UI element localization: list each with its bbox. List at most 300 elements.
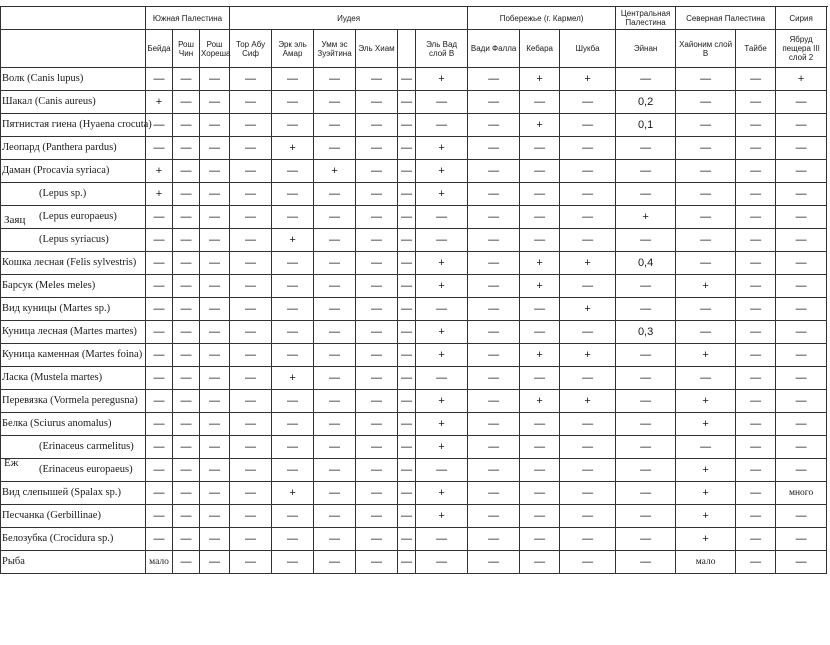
cell-value: — — [736, 183, 776, 206]
cell-value: — — [468, 114, 520, 137]
cell-value: — — [356, 528, 398, 551]
cell-value: — — [146, 436, 173, 459]
cell-value: — — [200, 206, 230, 229]
cell-value: — — [230, 367, 272, 390]
table-row — [1, 413, 827, 436]
cell-value: — — [776, 275, 827, 298]
cell-value: — — [230, 459, 272, 482]
cell-value: много — [776, 482, 827, 505]
cell-value: — — [616, 482, 676, 505]
cell-value: — — [173, 229, 200, 252]
cell-value: — — [272, 505, 314, 528]
cell-value: — — [398, 137, 416, 160]
animal-name: Песчанка (Gerbillinae) — [1, 505, 146, 528]
cell-value: — — [676, 436, 736, 459]
cell-value: — — [314, 528, 356, 551]
cell-value: мало — [676, 551, 736, 574]
cell-value: — — [560, 482, 616, 505]
cell-value: — — [468, 528, 520, 551]
cell-value: — — [200, 229, 230, 252]
cell-value: + — [560, 68, 616, 91]
table-row — [1, 459, 827, 482]
cell-value: — — [200, 390, 230, 413]
cell-value: — — [200, 298, 230, 321]
animal-name: Ласка (Mustela martes) — [1, 367, 146, 390]
cell-value: — — [356, 344, 398, 367]
cell-value: — — [146, 298, 173, 321]
cell-value: — — [736, 367, 776, 390]
cell-value: + — [416, 344, 468, 367]
cell-value: — — [230, 160, 272, 183]
cell-value: — — [230, 275, 272, 298]
cell-value: — — [520, 436, 560, 459]
cell-value: — — [616, 344, 676, 367]
cell-value: — — [776, 344, 827, 367]
cell-value: — — [230, 183, 272, 206]
cell-value: — — [398, 505, 416, 528]
cell-value: — — [676, 229, 736, 252]
cell-value: — — [173, 298, 200, 321]
site-header: Рош Хореша — [200, 30, 230, 68]
animal-name: (Lepus europaeus) — [1, 206, 146, 229]
cell-value: — — [616, 183, 676, 206]
cell-value: — — [776, 298, 827, 321]
cell-value: — — [520, 160, 560, 183]
cell-value: — — [356, 91, 398, 114]
cell-value: + — [676, 413, 736, 436]
fauna-distribution-table — [0, 6, 827, 574]
cell-value: — — [560, 137, 616, 160]
cell-value: — — [146, 344, 173, 367]
cell-value: — — [776, 114, 827, 137]
cell-value: — — [560, 436, 616, 459]
table-row — [1, 252, 827, 275]
cell-value: + — [676, 482, 736, 505]
cell-value: — — [416, 114, 468, 137]
cell-value: 0,4 — [616, 252, 676, 275]
table-row — [1, 183, 827, 206]
corner-cell-2 — [1, 30, 146, 68]
cell-value: — — [146, 114, 173, 137]
table-row — [1, 137, 827, 160]
cell-value: — — [416, 551, 468, 574]
cell-value: — — [736, 390, 776, 413]
cell-value: — — [173, 91, 200, 114]
cell-value: — — [676, 68, 736, 91]
cell-value: — — [736, 436, 776, 459]
cell-value: — — [173, 528, 200, 551]
cell-value: — — [230, 482, 272, 505]
cell-value: — — [314, 137, 356, 160]
cell-value: — — [616, 68, 676, 91]
cell-value: — — [314, 413, 356, 436]
cell-value: — — [200, 114, 230, 137]
cell-value: — — [272, 114, 314, 137]
cell-value: — — [272, 344, 314, 367]
animal-name: Белка (Sciurus anomalus) — [1, 413, 146, 436]
cell-value: — — [272, 459, 314, 482]
cell-value: — — [398, 298, 416, 321]
site-header: Эль Вад слой В — [416, 30, 468, 68]
cell-value: — — [398, 68, 416, 91]
cell-value: + — [520, 68, 560, 91]
cell-value: — — [356, 321, 398, 344]
cell-value: — — [676, 367, 736, 390]
cell-value: — — [173, 252, 200, 275]
cell-value: мало — [146, 551, 173, 574]
animal-name: Леопард (Panthera pardus) — [1, 137, 146, 160]
site-header: Эйнан — [616, 30, 676, 68]
table-row — [1, 505, 827, 528]
cell-value: — — [272, 91, 314, 114]
cell-value: — — [776, 160, 827, 183]
cell-value: — — [200, 459, 230, 482]
cell-value: — — [776, 229, 827, 252]
cell-value: — — [146, 390, 173, 413]
cell-value: — — [468, 298, 520, 321]
cell-value: — — [398, 436, 416, 459]
cell-value: — — [230, 114, 272, 137]
cell-value: — — [146, 505, 173, 528]
cell-value: — — [416, 528, 468, 551]
cell-value: — — [356, 229, 398, 252]
cell-value: — — [356, 390, 398, 413]
cell-value: — — [736, 528, 776, 551]
cell-value: — — [230, 505, 272, 528]
cell-value: — — [468, 229, 520, 252]
site-header: Эль Хиам — [356, 30, 398, 68]
cell-value: — — [468, 321, 520, 344]
cell-value: — — [230, 390, 272, 413]
cell-value: — — [230, 551, 272, 574]
site-header: Шукба — [560, 30, 616, 68]
animal-name: Пятнистая гиена (Hyaena crocuta) — [1, 114, 146, 137]
cell-value: — — [676, 183, 736, 206]
cell-value: — — [616, 551, 676, 574]
cell-value: — — [200, 436, 230, 459]
table-row — [1, 436, 827, 459]
cell-value: — — [356, 367, 398, 390]
animal-name-text: (Lepus sp.) — [39, 188, 87, 199]
animal-name: Куница лесная (Martes martes) — [1, 321, 146, 344]
cell-value: — — [560, 528, 616, 551]
cell-value: + — [776, 68, 827, 91]
cell-value: — — [230, 206, 272, 229]
table-row — [1, 551, 827, 574]
cell-value: — — [560, 367, 616, 390]
table-row — [1, 528, 827, 551]
table-row — [1, 344, 827, 367]
cell-value: — — [616, 459, 676, 482]
cell-value: — — [272, 252, 314, 275]
cell-value: — — [776, 252, 827, 275]
cell-value: — — [416, 229, 468, 252]
cell-value: — — [520, 206, 560, 229]
cell-value: — — [520, 183, 560, 206]
region-header: Иудея — [230, 7, 468, 30]
animal-name: Барсук (Meles meles) — [1, 275, 146, 298]
cell-value: — — [314, 275, 356, 298]
cell-value: — — [398, 482, 416, 505]
cell-value: — — [314, 459, 356, 482]
cell-value: — — [230, 137, 272, 160]
cell-value: — — [676, 91, 736, 114]
cell-value: — — [616, 160, 676, 183]
animal-name: Вид слепышей (Spalax sp.) — [1, 482, 146, 505]
cell-value: — — [173, 482, 200, 505]
site-header: Умм эс Зуэйтина — [314, 30, 356, 68]
cell-value: — — [314, 390, 356, 413]
group-label: Еж — [4, 457, 19, 469]
cell-value: — — [468, 68, 520, 91]
cell-value: + — [416, 505, 468, 528]
cell-value: — — [416, 459, 468, 482]
cell-value: — — [173, 137, 200, 160]
cell-value: — — [200, 413, 230, 436]
animal-name: (Lepus syriacus) — [1, 229, 146, 252]
animal-name: Белозубка (Crocidura sp.) — [1, 528, 146, 551]
cell-value: + — [314, 160, 356, 183]
cell-value: + — [416, 252, 468, 275]
cell-value: — — [314, 91, 356, 114]
cell-value: — — [468, 390, 520, 413]
cell-value: — — [230, 298, 272, 321]
cell-value: + — [520, 275, 560, 298]
cell-value: — — [560, 206, 616, 229]
cell-value: — — [468, 275, 520, 298]
cell-value: — — [776, 528, 827, 551]
site-header: Бейда — [146, 30, 173, 68]
cell-value: — — [173, 551, 200, 574]
cell-value: — — [356, 68, 398, 91]
cell-value: — — [398, 229, 416, 252]
cell-value: — — [736, 68, 776, 91]
cell-value: — — [398, 321, 416, 344]
cell-value: — — [468, 436, 520, 459]
site-header: Кебара — [520, 30, 560, 68]
table-row — [1, 68, 827, 91]
cell-value: — — [272, 298, 314, 321]
cell-value: + — [520, 114, 560, 137]
cell-value: — — [468, 206, 520, 229]
cell-value: — — [146, 229, 173, 252]
cell-value: — — [560, 91, 616, 114]
cell-value: — — [398, 344, 416, 367]
cell-value: — — [776, 413, 827, 436]
cell-value: — — [616, 390, 676, 413]
cell-value: — — [776, 137, 827, 160]
animal-name: (Erinaceus europaeus) — [1, 459, 146, 482]
cell-value: — — [272, 275, 314, 298]
cell-value: — — [560, 160, 616, 183]
table-row — [1, 367, 827, 390]
cell-value: + — [416, 68, 468, 91]
cell-value: — — [468, 505, 520, 528]
cell-value: — — [676, 206, 736, 229]
cell-value: — — [230, 321, 272, 344]
cell-value: 0,2 — [616, 91, 676, 114]
cell-value: — — [676, 114, 736, 137]
cell-value: — — [272, 528, 314, 551]
cell-value: — — [356, 298, 398, 321]
cell-value: — — [468, 183, 520, 206]
cell-value: — — [616, 229, 676, 252]
cell-value: — — [314, 183, 356, 206]
cell-value: — — [230, 252, 272, 275]
cell-value: + — [416, 413, 468, 436]
cell-value: — — [314, 68, 356, 91]
cell-value: — — [520, 528, 560, 551]
cell-value: — — [560, 459, 616, 482]
cell-value: + — [416, 137, 468, 160]
cell-value: — — [676, 160, 736, 183]
cell-value: — — [520, 459, 560, 482]
cell-value: — — [416, 206, 468, 229]
cell-value: + — [416, 436, 468, 459]
cell-value: — — [173, 275, 200, 298]
animal-name: Перевязка (Vormela peregusna) — [1, 390, 146, 413]
animal-name: Даман (Procavia syriaca) — [1, 160, 146, 183]
cell-value: — — [398, 459, 416, 482]
cell-value: — — [416, 91, 468, 114]
cell-value: — — [520, 505, 560, 528]
animal-name: Рыба — [1, 551, 146, 574]
cell-value: — — [146, 482, 173, 505]
cell-value: + — [676, 344, 736, 367]
cell-value: — — [616, 528, 676, 551]
cell-value: — — [272, 413, 314, 436]
cell-value: — — [776, 321, 827, 344]
site-header: Рош Чин — [173, 30, 200, 68]
cell-value: — — [200, 528, 230, 551]
table-row — [1, 160, 827, 183]
animal-name: Вид куницы (Martes sp.) — [1, 298, 146, 321]
cell-value: — — [200, 482, 230, 505]
table-row — [1, 114, 827, 137]
cell-value: — — [173, 68, 200, 91]
cell-value: — — [230, 91, 272, 114]
cell-value: — — [616, 137, 676, 160]
cell-value: — — [173, 505, 200, 528]
table-row — [1, 206, 827, 229]
cell-value: — — [736, 298, 776, 321]
cell-value: — — [173, 413, 200, 436]
cell-value: — — [560, 413, 616, 436]
cell-value: — — [314, 367, 356, 390]
cell-value: — — [272, 206, 314, 229]
cell-value: — — [200, 183, 230, 206]
animal-name: Куница каменная (Martes foina) — [1, 344, 146, 367]
cell-value: — — [676, 252, 736, 275]
cell-value: — — [520, 298, 560, 321]
table-row — [1, 321, 827, 344]
cell-value: — — [520, 91, 560, 114]
cell-value: — — [314, 551, 356, 574]
cell-value: — — [520, 367, 560, 390]
cell-value: — — [314, 482, 356, 505]
cell-value: — — [736, 482, 776, 505]
site-header: Вади Фалла — [468, 30, 520, 68]
cell-value: — — [520, 229, 560, 252]
cell-value: — — [356, 275, 398, 298]
cell-value: + — [676, 505, 736, 528]
region-header-row — [1, 7, 827, 30]
cell-value: — — [736, 321, 776, 344]
cell-value: — — [173, 321, 200, 344]
cell-value: — — [468, 367, 520, 390]
cell-value: + — [676, 390, 736, 413]
cell-value: — — [398, 183, 416, 206]
cell-value: 0,1 — [616, 114, 676, 137]
cell-value: — — [776, 436, 827, 459]
cell-value: — — [356, 137, 398, 160]
group-label: Заяц — [4, 214, 26, 226]
animal-name — [1, 436, 146, 469]
cell-value: — — [776, 367, 827, 390]
cell-value: — — [272, 160, 314, 183]
cell-value: — — [736, 551, 776, 574]
cell-value: — — [356, 114, 398, 137]
cell-value: — — [520, 551, 560, 574]
cell-value: — — [314, 206, 356, 229]
cell-value: — — [736, 505, 776, 528]
cell-value: — — [146, 68, 173, 91]
cell-value: — — [468, 413, 520, 436]
table-body — [1, 68, 827, 574]
cell-value: — — [736, 160, 776, 183]
cell-value: — — [200, 321, 230, 344]
cell-value: — — [356, 551, 398, 574]
region-header: Южная Палестина — [146, 7, 230, 30]
cell-value: — — [736, 114, 776, 137]
cell-value: + — [560, 252, 616, 275]
cell-value: — — [146, 252, 173, 275]
cell-value: — — [230, 344, 272, 367]
cell-value: — — [736, 275, 776, 298]
cell-value: — — [676, 137, 736, 160]
cell-value: — — [398, 275, 416, 298]
animal-name: Кошка лесная (Felis sylvestris) — [1, 252, 146, 275]
cell-value: — — [468, 459, 520, 482]
animal-name: Волк (Canis lupus) — [1, 68, 146, 91]
cell-value: + — [520, 344, 560, 367]
cell-value: — — [398, 390, 416, 413]
cell-value: — — [200, 91, 230, 114]
cell-value: — — [314, 344, 356, 367]
table-row — [1, 275, 827, 298]
cell-value: — — [173, 160, 200, 183]
cell-value: — — [616, 505, 676, 528]
cell-value: — — [776, 206, 827, 229]
cell-value: — — [520, 413, 560, 436]
cell-value: — — [356, 505, 398, 528]
cell-value: — — [776, 91, 827, 114]
cell-value: — — [272, 68, 314, 91]
cell-value: — — [272, 183, 314, 206]
cell-value: — — [146, 321, 173, 344]
region-header: Северная Палестина — [676, 7, 776, 30]
cell-value: — — [146, 137, 173, 160]
cell-value: — — [560, 275, 616, 298]
cell-value: — — [272, 390, 314, 413]
cell-value: — — [398, 252, 416, 275]
cell-value: — — [173, 367, 200, 390]
cell-value: — — [560, 551, 616, 574]
cell-value: — — [560, 229, 616, 252]
cell-value: — — [776, 551, 827, 574]
site-header: Хайоним слой В — [676, 30, 736, 68]
cell-value: — — [616, 367, 676, 390]
